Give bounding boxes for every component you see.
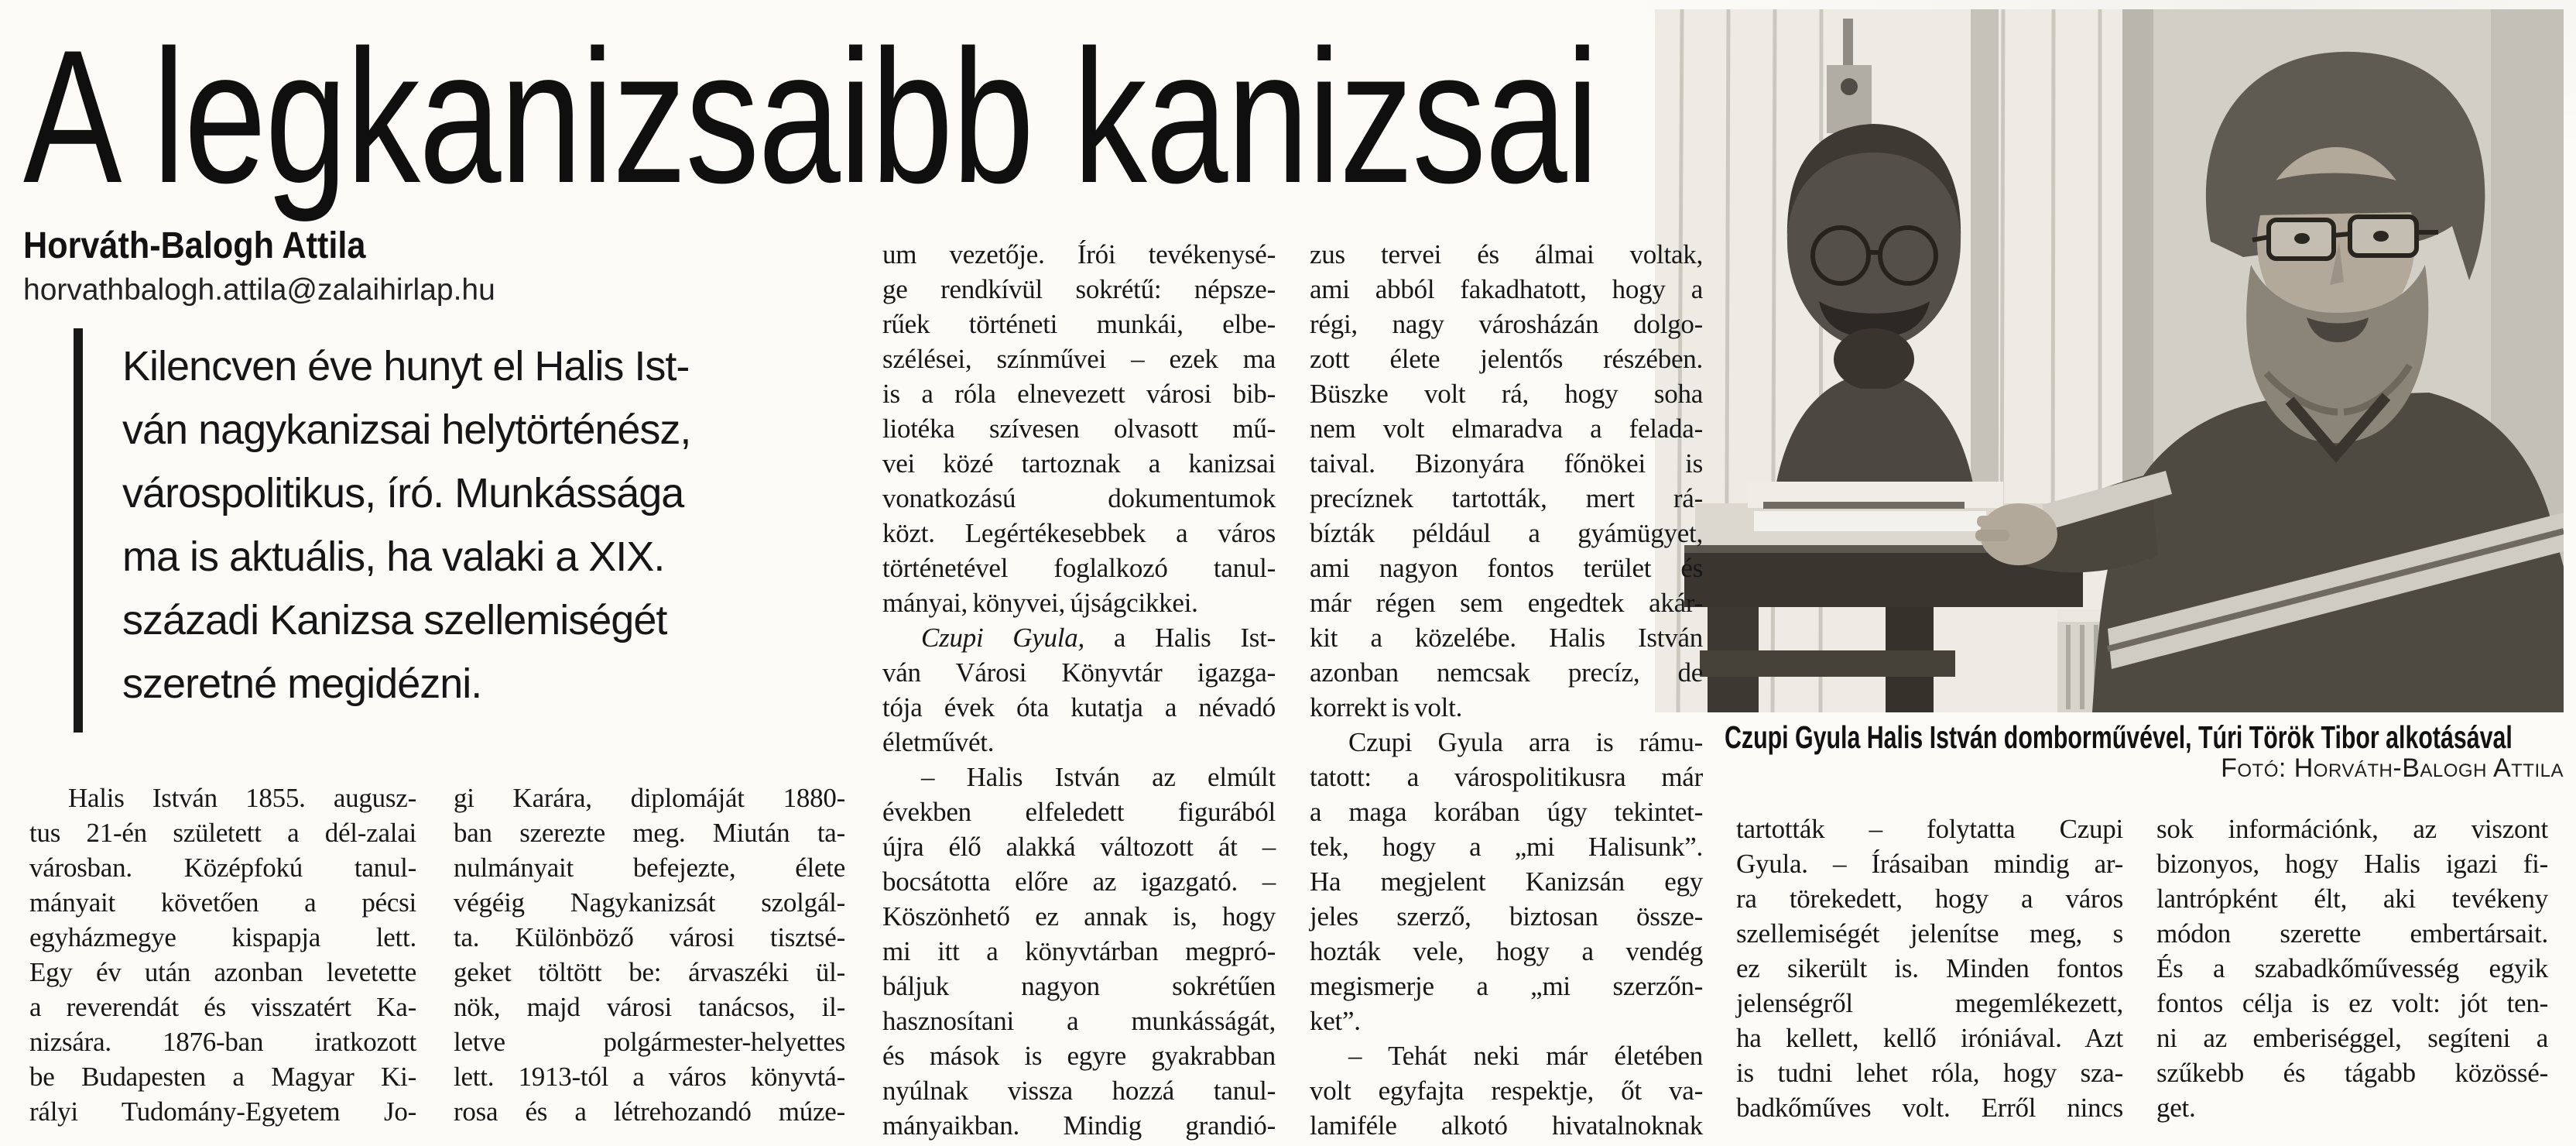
text-line: letve polgármester-helyettes — [454, 1027, 845, 1057]
text-line: életművét. — [882, 727, 995, 757]
text-line: ket”. — [1310, 1006, 1361, 1036]
text-line: a maga korában úgy tekintet- — [1310, 797, 1703, 827]
byline-email: horvathbalogh.attila@zalaihirlap.hu — [23, 273, 495, 307]
text-line: végéig Nagykanizsát szolgál- — [454, 887, 845, 918]
text-line: geket töltött be: árvaszéki ül- — [454, 957, 845, 987]
body-column-5 — [1736, 811, 2123, 1125]
text-line: nem volt elmaradva a felada- — [1310, 413, 1703, 444]
text-line: rályi Tudomány-Egyetem Jo- — [29, 1096, 416, 1127]
text-line: ha kellett, kellő iróniával. Azt — [1736, 1023, 2123, 1053]
text-line: Büszke volt rá, hogy soha — [1310, 379, 1703, 409]
text-line: is a róla elnevezett városi bib- — [882, 379, 1276, 409]
text-line: ra törekedett, hogy a város — [1736, 884, 2123, 914]
text-line: mányai, könyvei, újságcikkei. — [882, 588, 1198, 618]
text-line: báljuk nagyon sokrétűen — [882, 971, 1276, 1001]
text-line: megismerje a „mi szerzőn- — [1310, 971, 1703, 1001]
text-line: bizonyos, hogy Halis igazi fi- — [2156, 849, 2548, 879]
text-line: liotéka szívesen olvasott mű- — [882, 413, 1276, 444]
lead-accent-bar — [74, 328, 83, 733]
text-line: években elfeledett figurából — [882, 797, 1276, 827]
text-line: tatott: a várospolitikusra már — [1310, 762, 1703, 792]
text-line: um vezetője. Írói tevékenysé- — [882, 239, 1276, 269]
text-line: volt egyfajta respektje, őt va- — [1310, 1076, 1703, 1106]
text-line: bízták például a gyámügyet, — [1310, 518, 1703, 548]
text-line: gi Karára, diplomáját 1880- — [454, 783, 845, 813]
text-line: ami abból fakadhatott, hogy a — [1310, 274, 1703, 304]
text-line: rosa és a létrehozandó múze- — [454, 1096, 845, 1127]
body-column-6 — [2156, 811, 2548, 1125]
body-column-1 — [29, 781, 416, 1129]
text-line: egyházmegye kispapja lett. — [29, 922, 416, 952]
text-line: századi Kanizsa szellemiségét — [122, 597, 667, 643]
text-line: közt. Legértékesebbek a város — [882, 518, 1276, 548]
photo-caption: Czupi Gyula Halis István domborművével, Túri Török Tibor alkotásával — [1725, 719, 2513, 755]
text-line: lantrópként élt, aki tevékeny — [2156, 884, 2548, 914]
text-line: Halis István 1855. augusz- — [68, 783, 416, 813]
text-line: várospolitikus, író. Munkássága — [122, 470, 684, 516]
text-line: nizsára. 1876-ban iratkozott — [29, 1027, 416, 1057]
text-line: Gyula. – Írásaiban mindig ar- — [1736, 849, 2123, 879]
text-line: városban. Középfokú tanul- — [29, 853, 416, 883]
text-line: tartották – folytatta Czupi — [1736, 814, 2123, 844]
text-line: ván nagykanizsai helytörténész, — [122, 407, 691, 453]
text-line: bocsátotta előre az igazgató. – — [882, 866, 1276, 897]
text-line: azonban nemcsak precíz, de — [1310, 657, 1703, 688]
text-line: Kilencven éve hunyt el Halis Ist- — [122, 343, 690, 389]
text-line: Ha megjelent Kanizsán egy — [1310, 866, 1703, 897]
text-line: taival. Bizonyára főnökei is — [1310, 448, 1703, 479]
text-line: jeles szerző, biztosan össze- — [1310, 901, 1703, 932]
text-line: szélései, színművei – ezek ma — [882, 344, 1276, 374]
text-line: sok információnk, az viszont — [2156, 814, 2548, 844]
body-column-2 — [454, 781, 845, 1129]
text-line: szeretné megidézni. — [122, 660, 482, 707]
text-line: – Halis István az elmúlt — [921, 762, 1276, 792]
text-line: ez sikerült is. Minden fontos — [1736, 953, 2123, 983]
text-line: hasznosítani a munkásságát, — [882, 1006, 1276, 1036]
text-line: mányaikban. Mindig grandió- — [882, 1110, 1276, 1141]
text-line: kit a közelébe. Halis István — [1310, 623, 1703, 653]
text-line: fontos célja is ez volt: jót ten- — [2156, 988, 2548, 1018]
text-line: – Tehát neki már életében — [1348, 1041, 1703, 1071]
text-line: is tudni lehet róla, hogy sza- — [1736, 1058, 2123, 1088]
text-line: És a szabadkőművesség egyik — [2156, 953, 2548, 983]
text-line: lamiféle alkotó hivatalnoknak — [1310, 1110, 1703, 1141]
text-line: már régen sem engedtek akár- — [1310, 588, 1703, 618]
text-line: ni az emberiséggel, segíteni a — [2156, 1023, 2548, 1053]
lead-paragraph — [122, 335, 690, 715]
text-line: hozták vele, hogy a vendég — [1310, 936, 1703, 966]
article-photo — [1655, 9, 2564, 712]
text-line: Köszönhető ez annak is, hogy — [882, 901, 1276, 932]
text-line: és mások is egyre gyakrabban — [882, 1041, 1276, 1071]
body-column-3 — [882, 237, 1276, 1143]
text-line: zott élete jelentős részében. — [1310, 344, 1703, 374]
text-line: tója évek óta kutatja a névadó — [882, 692, 1276, 722]
text-line: ván Városi Könyvtár igazga- — [882, 657, 1276, 688]
text-line: Czupi Gyula arra is rámu- — [1348, 727, 1703, 757]
text-line: badkőműves volt. Erről nincs — [1736, 1093, 2123, 1123]
text-line: régi, nagy városházán dolgo- — [1310, 309, 1703, 339]
text-line: Egy év után azonban levetette — [29, 957, 416, 987]
text-line: ge rendkívül sokrétű: népsze- — [882, 274, 1276, 304]
text-line: be Budapesten a Magyar Ki- — [29, 1062, 416, 1092]
text-line: vonatkozású dokumentumok — [882, 483, 1276, 513]
text-line: jelenségről megemlékezett, — [1736, 988, 2123, 1018]
text-line: ban szerezte meg. Miután ta- — [454, 818, 845, 848]
text-line: ta. Különböző városi tisztsé- — [454, 922, 845, 952]
text-line: módon szerette embertársait. — [2156, 918, 2548, 949]
text-line: újra élő alakká változott át – — [882, 832, 1276, 862]
text-line: zus tervei és álmai voltak, — [1310, 239, 1703, 269]
text-line: korrekt is volt. — [1310, 692, 1463, 722]
text-line: mi itt a könyvtárban megpró- — [882, 936, 1276, 966]
headline-text: A legkanizsaibb kanizsai — [23, 10, 1598, 222]
byline-author: Horváth-Balogh Attila — [23, 225, 366, 266]
text-line: tus 21-én született a dél-zalai — [29, 818, 416, 848]
body-column-4 — [1310, 237, 1703, 1143]
text-line: ami nagyon fontos terület és — [1310, 553, 1703, 583]
text-line: precíznek tartották, mert rá- — [1310, 483, 1703, 513]
text-line: rűek történeti munkái, elbe- — [882, 309, 1276, 339]
text-line: szellemiségét jelenítse meg, s — [1736, 918, 2123, 949]
text-line: Czupi Gyula, a Halis Ist- — [921, 623, 1276, 653]
text-line: mányait követően a pécsi — [29, 887, 416, 918]
text-line: ma is aktuális, ha valaki a XIX. — [122, 534, 665, 580]
text-line: szűkebb és tágabb közössé- — [2156, 1058, 2548, 1088]
text-line: nulmányait befejezte, élete — [454, 853, 845, 883]
text-line: nök, majd városi tanácsos, il- — [454, 992, 845, 1022]
text-line: tek, hogy a „mi Halisunk”. — [1310, 832, 1703, 862]
text-line: vei közé tartoznak a kanizsai — [882, 448, 1276, 479]
text-line: történetével foglalkozó tanul- — [882, 553, 1276, 583]
text-line: nyúlnak vissza hozzá tanul- — [882, 1076, 1276, 1106]
photo-illustration — [1655, 9, 2564, 712]
text-line: get. — [2156, 1093, 2196, 1123]
text-line: a reverendát és visszatért Ka- — [29, 992, 416, 1022]
text-line: lett. 1913-tól a város könyvtá- — [454, 1062, 845, 1092]
photo-credit: Fotó: Horváth-Balogh Attila — [2221, 753, 2564, 783]
